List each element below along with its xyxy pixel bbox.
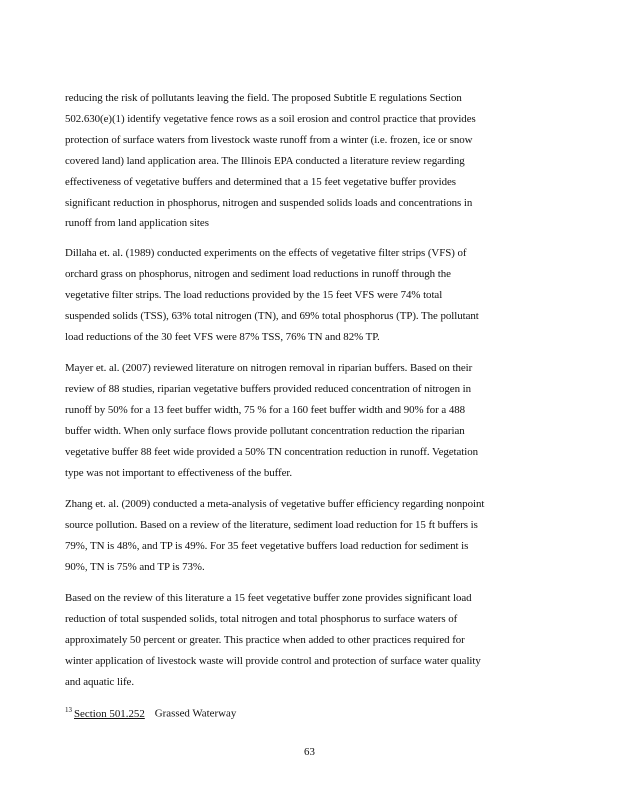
section-title: Grassed Waterway — [154, 707, 237, 720]
text-line: effectiveness of vegetative buffers and determined that a 15 feet vegetative buffer provides — [65, 176, 456, 188]
text-line: review of 88 studies, riparian vegetative buffers provided reduced concentration of nitrogen in — [65, 383, 472, 395]
text-line: 502.630(e)(1) identify vegetative fence rows as a soil erosion and control practice that provides — [65, 113, 476, 125]
text-line: Dillaha et. al. (1989) conducted experiments on the effects of vegetative filter strips (VFS) of — [65, 247, 467, 259]
text-line: load reductions of the 30 feet VFS were 87% TSS, 76% TN and 82% TP. — [65, 331, 380, 343]
text-line: 90%, TN is 75% and TP is 73%. — [65, 561, 205, 573]
text-line: significant reduction in phosphorus, nitrogen and suspended solids loads and concentrations in — [65, 197, 473, 209]
text-line: covered land) land application area. The Illinois EPA conducted a literature review regarding — [65, 155, 465, 167]
text-line: winter application of livestock waste will provide control and protection of surface water quality — [65, 655, 481, 667]
text-line: Based on the review of this literature a 15 feet vegetative buffer zone provides significant load — [65, 592, 472, 604]
section-reference — [65, 706, 236, 720]
text-line: type was not important to effectiveness of the buffer. — [65, 467, 293, 479]
text-line: orchard grass on phosphorus, nitrogen and sediment load reductions in runoff through the — [65, 268, 451, 280]
text-line: source pollution. Based on a review of the literature, sediment load reduction for 15 ft buffers is — [65, 519, 478, 531]
text-line: runoff by 50% for a 13 feet buffer width, 75 % for a 160 feet buffer width and 90% for a 488 — [65, 404, 466, 416]
page-number: 63 — [304, 746, 315, 758]
text-line: vegetative filter strips. The load reductions provided by the 15 feet VFS were 74% total — [65, 289, 443, 301]
text-line: buffer width. When only surface flows provide pollutant concentration reduction the riparian — [65, 425, 465, 437]
text-line: and aquatic life. — [65, 676, 134, 688]
text-line: runoff from land application sites — [65, 217, 209, 229]
text-line: suspended solids (TSS), 63% total nitrogen (TN), and 69% total phosphorus (TP). The pollutant — [65, 310, 479, 322]
text-line: reduction of total suspended solids, total nitrogen and total phosphorus to surface waters of — [65, 613, 458, 625]
text-line: protection of surface waters from livestock waste runoff from a winter (i.e. frozen, ice or snow — [65, 134, 473, 146]
text-line: Mayer et. al. (2007) reviewed literature on nitrogen removal in riparian buffers. Based on their — [65, 362, 473, 374]
section-number: Section 501.252 — [74, 707, 145, 720]
text-line: 79%, TN is 48%, and TP is 49%. For 35 feet vegetative buffers load reduction for sediment is — [65, 540, 469, 552]
text-line: Zhang et. al. (2009) conducted a meta-analysis of vegetative buffer efficiency regarding nonpoint — [65, 498, 485, 510]
section-marker: 13 — [65, 706, 72, 714]
text-line: reducing the risk of pollutants leaving the field. The proposed Subtitle E regulations Section — [65, 92, 462, 104]
text-line: approximately 50 percent or greater. This practice when added to other practices required for — [65, 634, 465, 646]
text-line: vegetative buffer 88 feet wide provided a 50% TN concentration reduction in runoff. Vegetation — [65, 446, 479, 458]
